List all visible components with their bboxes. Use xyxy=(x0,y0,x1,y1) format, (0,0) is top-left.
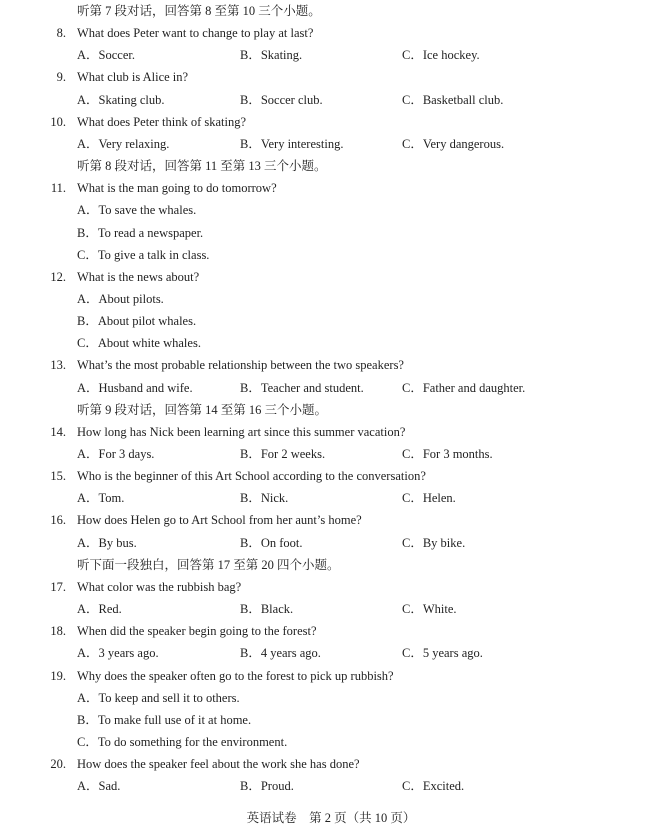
answer-option: B．On foot. xyxy=(240,535,303,550)
answer-option: C．Father and daughter. xyxy=(402,380,526,395)
section-instruction xyxy=(0,401,662,419)
answer-option: B．Proud. xyxy=(240,779,294,794)
question-text: Why does the speaker often go to the forest to pick up rubbish? xyxy=(77,668,394,683)
question-text: What is the news about? xyxy=(77,269,200,284)
question-number: 13. xyxy=(50,358,66,373)
answer-option-line xyxy=(0,224,662,242)
answer-option-line xyxy=(0,246,662,264)
section-instruction-text: 听第 7 段对话，回答第 8 至第 10 三个小题。 xyxy=(77,4,321,18)
question-text: When did the speaker begin going to the forest? xyxy=(77,624,317,639)
answer-option-line xyxy=(0,290,662,308)
question-text: What’s the most probable relationship between the two speakers? xyxy=(77,358,404,373)
answer-option: B．For 2 weeks. xyxy=(240,447,326,461)
answer-option: A．About pilots. xyxy=(77,291,164,306)
section-instruction-text: 听下面一段独白，回答第 17 至第 20 四个小题。 xyxy=(77,557,340,572)
answer-option: C．By bike. xyxy=(402,535,466,550)
answer-option: C．Ice hockey. xyxy=(402,48,480,63)
answer-option: B．4 years ago. xyxy=(240,646,321,661)
answer-options-row xyxy=(0,534,662,552)
answer-option: C．White. xyxy=(402,602,457,617)
question-number: 12. xyxy=(50,269,66,284)
question-stem xyxy=(0,356,662,374)
answer-option-line xyxy=(0,689,662,707)
answer-options-row xyxy=(0,777,662,795)
answer-option-line xyxy=(0,201,662,219)
question-number: 17. xyxy=(50,579,66,594)
answer-option: C．To do something for the environment. xyxy=(77,734,288,749)
question-text: What does Peter want to change to play at last? xyxy=(77,26,314,41)
answer-option: B．Soccer club. xyxy=(240,92,323,107)
answer-option: A．By bus. xyxy=(77,535,137,550)
question-stem xyxy=(0,179,662,197)
answer-option: A．3 years ago. xyxy=(77,646,159,661)
answer-option: B．Black. xyxy=(240,602,294,617)
answer-option: A．Red. xyxy=(77,602,122,617)
answer-option: C．About white whales. xyxy=(77,336,201,351)
answer-option-line xyxy=(0,711,662,729)
answer-option: C．Basketball club. xyxy=(402,92,504,107)
question-stem xyxy=(0,24,662,42)
answer-option: C．5 years ago. xyxy=(402,646,483,661)
question-number: 20. xyxy=(50,757,66,772)
answer-options-row xyxy=(0,489,662,507)
question-stem xyxy=(0,113,662,131)
answer-option: A．For 3 days. xyxy=(77,447,155,461)
section-instruction xyxy=(0,157,662,175)
section-instruction xyxy=(0,2,662,20)
question-number: 10. xyxy=(50,114,66,129)
question-stem xyxy=(0,268,662,286)
question-number: 18. xyxy=(50,624,66,639)
answer-option: B．Nick. xyxy=(240,491,289,506)
answer-option: B．Very interesting. xyxy=(240,136,344,151)
answer-option: C．For 3 months. xyxy=(402,447,493,461)
answer-options-row xyxy=(0,600,662,618)
answer-options-row xyxy=(0,644,662,662)
question-stem xyxy=(0,511,662,529)
question-stem xyxy=(0,755,662,773)
answer-option: A．Soccer. xyxy=(77,48,135,63)
question-text: What is the man going to do tomorrow? xyxy=(77,181,277,196)
answer-option: C．Excited. xyxy=(402,779,465,794)
answer-option: C．Very dangerous. xyxy=(402,136,505,151)
question-number: 19. xyxy=(50,668,66,683)
question-stem xyxy=(0,467,662,485)
question-text: What color was the rubbish bag? xyxy=(77,579,242,594)
answer-option: B．About pilot whales. xyxy=(77,314,197,329)
page-footer: 英语试卷 第 2 页（共 10 页） xyxy=(246,811,416,825)
question-stem xyxy=(0,423,662,441)
answer-option: B．Teacher and student. xyxy=(240,380,364,395)
answer-option: C．To give a talk in class. xyxy=(77,247,210,262)
answer-options-row xyxy=(0,91,662,109)
answer-option-line xyxy=(0,312,662,330)
answer-option-line xyxy=(0,334,662,352)
answer-option: B．To make full use of it at home. xyxy=(77,712,252,727)
question-text: How does the speaker feel about the work she has done? xyxy=(77,757,360,772)
question-stem xyxy=(0,667,662,685)
answer-option: B．Skating. xyxy=(240,48,303,63)
answer-options-row xyxy=(0,135,662,153)
question-stem xyxy=(0,578,662,596)
question-number: 16. xyxy=(50,513,66,528)
answer-option: A．Very relaxing. xyxy=(77,136,170,151)
section-instruction xyxy=(0,556,662,574)
answer-option: A．Tom. xyxy=(77,491,125,506)
question-text: Who is the beginner of this Art School according to the conversation? xyxy=(77,469,426,484)
question-number: 15. xyxy=(50,469,66,484)
answer-option: A．Husband and wife. xyxy=(77,380,193,395)
answer-options-row xyxy=(0,46,662,64)
answer-option: A．Sad. xyxy=(77,779,121,794)
question-stem xyxy=(0,622,662,640)
answer-option: C．Helen. xyxy=(402,491,456,506)
question-stem xyxy=(0,68,662,86)
question-number: 14. xyxy=(50,424,66,439)
question-number: 8. xyxy=(56,26,66,41)
answer-option: A．Skating club. xyxy=(77,92,165,107)
question-text: What does Peter think of skating? xyxy=(77,114,247,129)
question-number: 9. xyxy=(56,70,66,85)
answer-option: A．To keep and sell it to others. xyxy=(77,690,240,705)
question-text: What club is Alice in? xyxy=(77,70,189,85)
answer-options-row xyxy=(0,445,662,463)
question-text: How does Helen go to Art School from her aunt’s home? xyxy=(77,513,362,528)
answer-option-line xyxy=(0,733,662,751)
section-instruction-text: 听第 8 段对话，回答第 11 至第 13 三个小题。 xyxy=(77,159,327,174)
question-text: How long has Nick been learning art since this summer vacation? xyxy=(77,424,406,439)
answer-option: A．To save the whales. xyxy=(77,203,197,218)
answer-options-row xyxy=(0,379,662,397)
question-number: 11. xyxy=(50,181,66,196)
section-instruction-text: 听第 9 段对话，回答第 14 至第 16 三个小题。 xyxy=(77,402,328,417)
answer-option: B．To read a newspaper. xyxy=(77,225,204,240)
